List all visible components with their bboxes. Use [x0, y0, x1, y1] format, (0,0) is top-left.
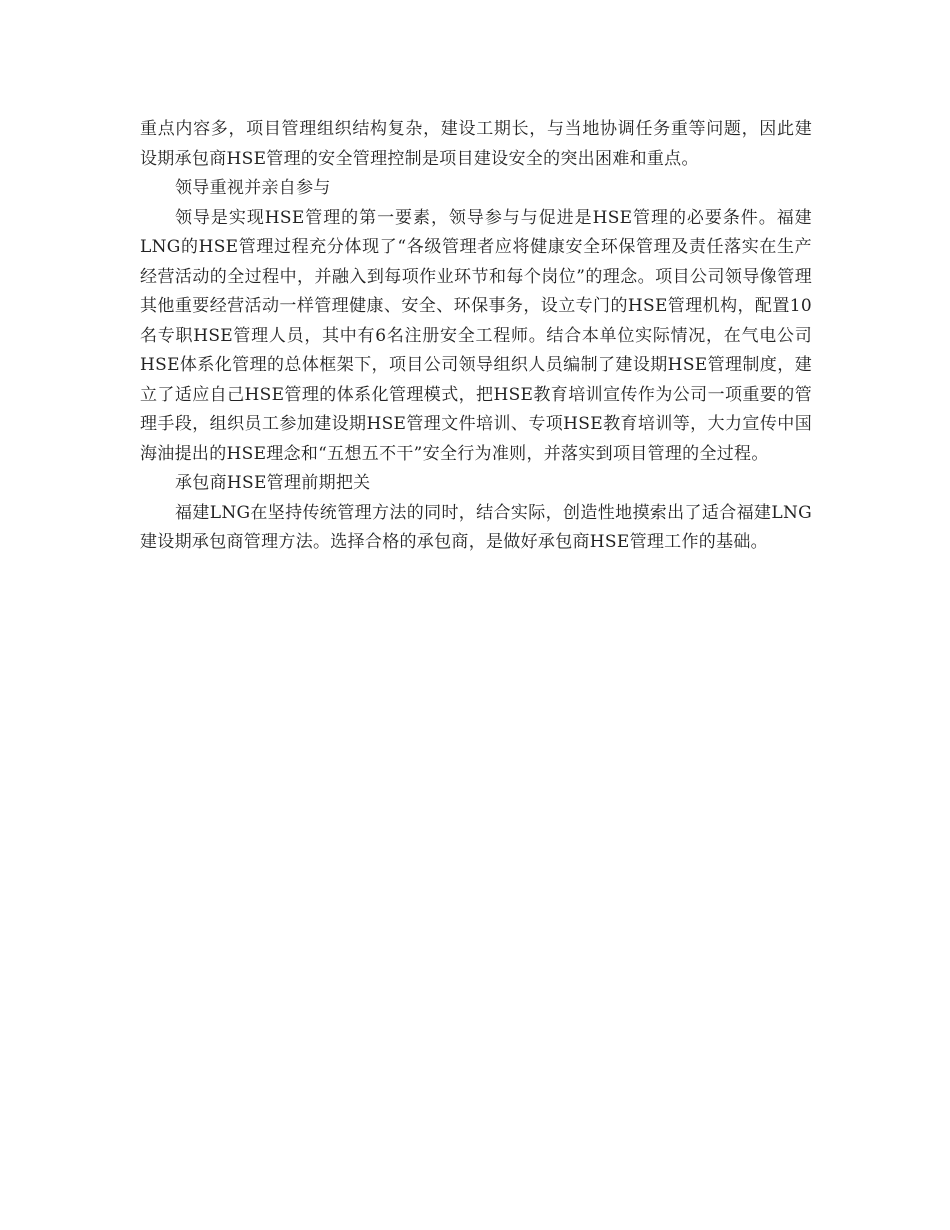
paragraph-leadership: 领导是实现HSE管理的第一要素，领导参与与促进是HSE管理的必要条件。福建LNG的HSE管理过程充分体现了“各级管理者应将健康安全环保管理及责任落实在生产经营活动的全过程中，并融入到每项作业环节和每个岗位”的理念。项目公司领导像管理其他重要经营活动一样管理健康、安全、环保事务，设立专门的HSE管理机构，配置10名专职HSE管理人员，其中有6名注册安全工程师。结合本单位实际情况，在气电公司HSE体系化管理的总体框架下，项目公司领导组织人员编制了建设期HSE管理制度，建立了适应自己HSE管理的体系化管理模式，把HSE教育培训宣传作为公司一项重要的管理手段，组织员工参加建设期HSE管理文件培训、专项HSE教育培训等，大力宣传中国海油提出的HSE理念和“五想五不干”安全行为准则，并落实到项目管理的全过程。 [140, 207, 812, 464]
section-heading-contractor-screening: 承包商HSE管理前期把关 [175, 473, 371, 493]
paragraph-intro-continuation: 重点内容多，项目管理组织结构复杂，建设工期长，与当地协调任务重等问题，因此建设期承包商HSE管理的安全管理控制是项目建设安全的突出困难和重点。 [140, 119, 812, 169]
section-heading-leadership: 领导重视并亲自参与 [175, 178, 331, 198]
paragraph-contractor-screening: 福建LNG在坚持传统管理方法的同时，结合实际，创造性地摸索出了适合福建LNG建设期承包商管理方法。选择合格的承包商，是做好承包商HSE管理工作的基础。 [140, 502, 812, 552]
document-body [140, 115, 812, 558]
